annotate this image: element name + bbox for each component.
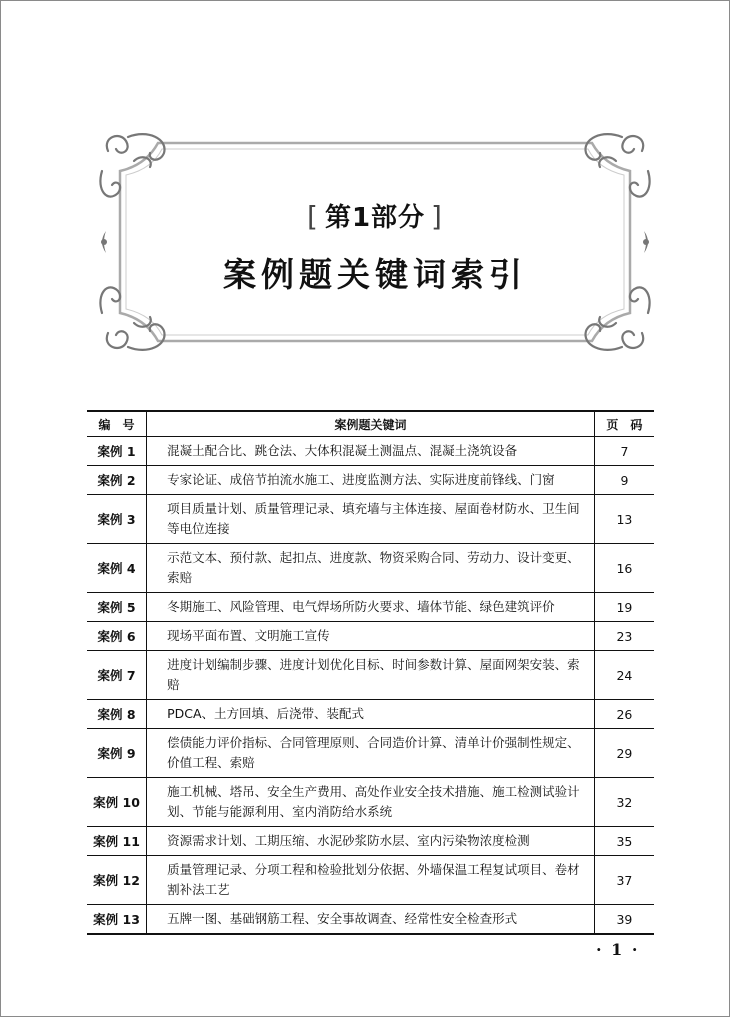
keywords-text: 施工机械、塔吊、安全生产费用、高处作业安全技术措施、施工检测试验计划、节能与能源利用、室内消防给水系统 (167, 784, 580, 819)
table-row (87, 544, 654, 593)
table-row (87, 651, 654, 700)
table-row (87, 622, 654, 651)
column-header-keywords: 案例题关键词 (147, 411, 595, 437)
case-page: 9 (594, 466, 654, 495)
ornamental-title-frame (98, 131, 652, 353)
case-keywords (147, 593, 595, 622)
case-number: 案例 10 (87, 778, 147, 827)
part-label: 第1部分 (324, 203, 426, 233)
part-heading (98, 197, 652, 234)
table-row (87, 827, 654, 856)
case-page: 13 (594, 495, 654, 544)
case-number: 案例 9 (87, 729, 147, 778)
case-number: 案例 8 (87, 700, 147, 729)
bracket-right: ] (431, 200, 443, 233)
table-row (87, 700, 654, 729)
case-page: 26 (594, 700, 654, 729)
keywords-text: 质量管理记录、分项工程和检验批划分依据、外墙保温工程复试项目、卷材割补法工艺 (167, 862, 580, 897)
case-number: 案例 12 (87, 856, 147, 905)
case-keywords (147, 651, 595, 700)
table-row (87, 495, 654, 544)
keywords-text: 偿债能力评价指标、合同管理原则、合同造价计算、清单计价强制性规定、价值工程、索赔 (167, 735, 580, 770)
case-keywords (147, 466, 595, 495)
table-row (87, 856, 654, 905)
table-row (87, 729, 654, 778)
case-page: 7 (594, 437, 654, 466)
case-keywords (147, 729, 595, 778)
keywords-text: 现场平面布置、文明施工宣传 (167, 628, 330, 643)
keywords-text: 项目质量计划、质量管理记录、填充墙与主体连接、屋面卷材防水、卫生间等电位连接 (167, 501, 580, 536)
case-keywords (147, 856, 595, 905)
table-row (87, 593, 654, 622)
page-number: · 1 · (596, 940, 640, 959)
case-number: 案例 2 (87, 466, 147, 495)
table-row (87, 778, 654, 827)
case-keywords (147, 622, 595, 651)
table-header-row (87, 411, 654, 437)
case-number: 案例 13 (87, 905, 147, 935)
case-number: 案例 3 (87, 495, 147, 544)
keywords-text: 资源需求计划、工期压缩、水泥砂浆防水层、室内污染物浓度检测 (167, 833, 530, 848)
case-page: 32 (594, 778, 654, 827)
case-page: 29 (594, 729, 654, 778)
case-keyword-index-table (87, 410, 654, 935)
table-row (87, 466, 654, 495)
case-number: 案例 4 (87, 544, 147, 593)
keywords-text: 进度计划编制步骤、进度计划优化目标、时间参数计算、屋面网架安装、索赔 (167, 657, 580, 692)
keywords-text: PDCA、土方回填、后浇带、装配式 (167, 706, 365, 721)
case-page: 23 (594, 622, 654, 651)
case-number: 案例 1 (87, 437, 147, 466)
case-number: 案例 11 (87, 827, 147, 856)
table-row (87, 437, 654, 466)
case-page: 16 (594, 544, 654, 593)
page-title: 案例题关键词索引 (223, 255, 527, 294)
table-row (87, 905, 654, 935)
case-number: 案例 5 (87, 593, 147, 622)
keywords-text: 五牌一图、基础钢筋工程、安全事故调查、经常性安全检查形式 (167, 911, 518, 926)
case-keywords (147, 700, 595, 729)
keywords-text: 冬期施工、风险管理、电气焊场所防火要求、墙体节能、绿色建筑评价 (167, 599, 555, 614)
keywords-text: 示范文本、预付款、起扣点、进度款、物资采购合同、劳动力、设计变更、索赔 (167, 550, 580, 585)
case-number: 案例 7 (87, 651, 147, 700)
column-header-number: 编 号 (87, 411, 147, 437)
case-keywords (147, 544, 595, 593)
case-keywords (147, 827, 595, 856)
case-page: 35 (594, 827, 654, 856)
keywords-text: 专家论证、成倍节拍流水施工、进度监测方法、实际进度前锋线、门窗 (167, 472, 555, 487)
case-keywords (147, 778, 595, 827)
bracket-left: [ (307, 200, 319, 233)
case-page: 24 (594, 651, 654, 700)
case-number: 案例 6 (87, 622, 147, 651)
keywords-text: 混凝土配合比、跳仓法、大体积混凝土测温点、混凝土浇筑设备 (167, 443, 518, 458)
case-page: 19 (594, 593, 654, 622)
case-keywords (147, 905, 595, 935)
column-header-page: 页 码 (594, 411, 654, 437)
case-keywords (147, 437, 595, 466)
case-page: 37 (594, 856, 654, 905)
case-page: 39 (594, 905, 654, 935)
ornamental-frame-icon (98, 131, 652, 353)
case-keywords (147, 495, 595, 544)
